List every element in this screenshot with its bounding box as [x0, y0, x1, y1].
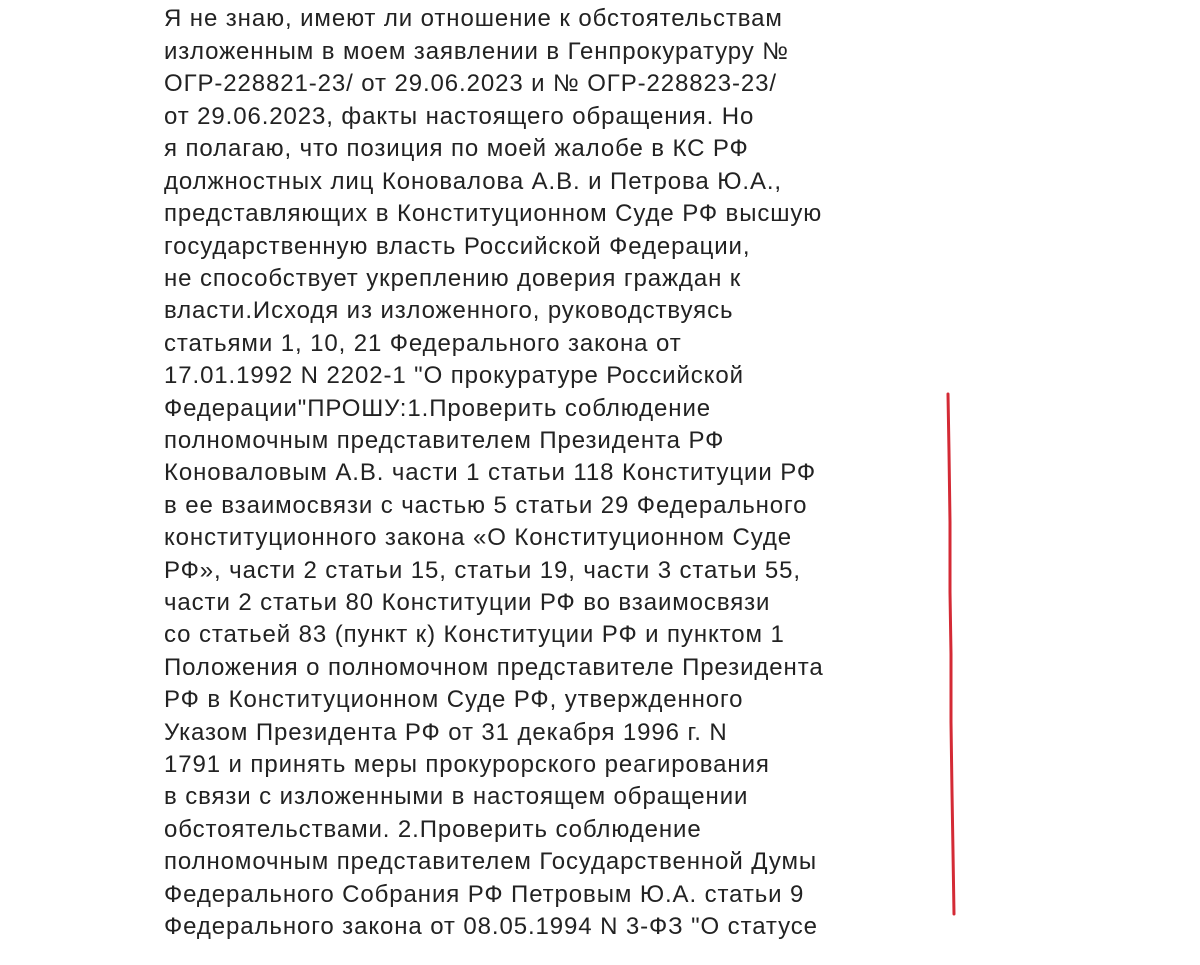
text-line: от 29.06.2023, факты настоящего обращения. Но	[164, 103, 755, 130]
margin-mark-line	[944, 392, 958, 916]
text-line: Федерального закона от 08.05.1994 N 3-ФЗ "О статусе	[164, 913, 818, 940]
text-line: в ее взаимосвязи с частью 5 статьи 29 Федерального	[164, 492, 808, 519]
text-line: ОГР-228821-23/ от 29.06.2023 и № ОГР-228823-23/	[164, 70, 777, 97]
text-line: Указом Президента РФ от 31 декабря 1996 г. N	[164, 719, 728, 746]
text-line: обстоятельствами. 2.Проверить соблюдение	[164, 816, 702, 843]
text-line: Коноваловым А.В. части 1 статьи 118 Конституции РФ	[164, 459, 816, 486]
text-line: Я не знаю, имеют ли отношение к обстоятельствам	[164, 5, 783, 32]
text-line: Федерального Собрания РФ Петровым Ю.А. статьи 9	[164, 881, 805, 908]
text-line: я полагаю, что позиция по моей жалобе в КС РФ	[164, 135, 749, 162]
text-line: не способствует укреплению доверия граждан к	[164, 265, 742, 292]
text-line: со статьей 83 (пункт к) Конституции РФ и пунктом 1	[164, 621, 785, 648]
text-line: полномочным представителем Государственной Думы	[164, 848, 818, 875]
text-line: должностных лиц Коновалова А.В. и Петрова Ю.А.,	[164, 168, 782, 195]
text-line: изложенным в моем заявлении в Генпрокуратуру №	[164, 38, 789, 65]
text-line: 1791 и принять меры прокурорского реагирования	[164, 751, 770, 778]
text-line: представляющих в Конституционном Суде РФ высшую	[164, 200, 823, 227]
text-line: РФ в Конституционном Суде РФ, утвержденного	[164, 686, 744, 713]
text-line: в связи с изложенными в настоящем обращении	[164, 783, 749, 810]
text-line: полномочным представителем Президента РФ	[164, 427, 725, 454]
text-line: конституционного закона «О Конституционном Суде	[164, 524, 793, 551]
text-line: части 2 статьи 80 Конституции РФ во взаимосвязи	[164, 589, 771, 616]
text-line: 17.01.1992 N 2202-1 "О прокуратуре Российской	[164, 362, 744, 389]
text-line: власти.Исходя из изложенного, руководствуясь	[164, 297, 734, 324]
text-line: РФ», части 2 статьи 15, статьи 19, части 3 статьи 55,	[164, 557, 802, 584]
text-line: статьями 1, 10, 21 Федерального закона от	[164, 330, 682, 357]
text-line: государственную власть Российской Федерации,	[164, 233, 751, 260]
margin-mark-stroke	[948, 394, 954, 914]
text-line: Положения о полномочном представителе Президента	[164, 654, 824, 681]
text-line: Федерации"ПРОШУ:1.Проверить соблюдение	[164, 395, 712, 422]
